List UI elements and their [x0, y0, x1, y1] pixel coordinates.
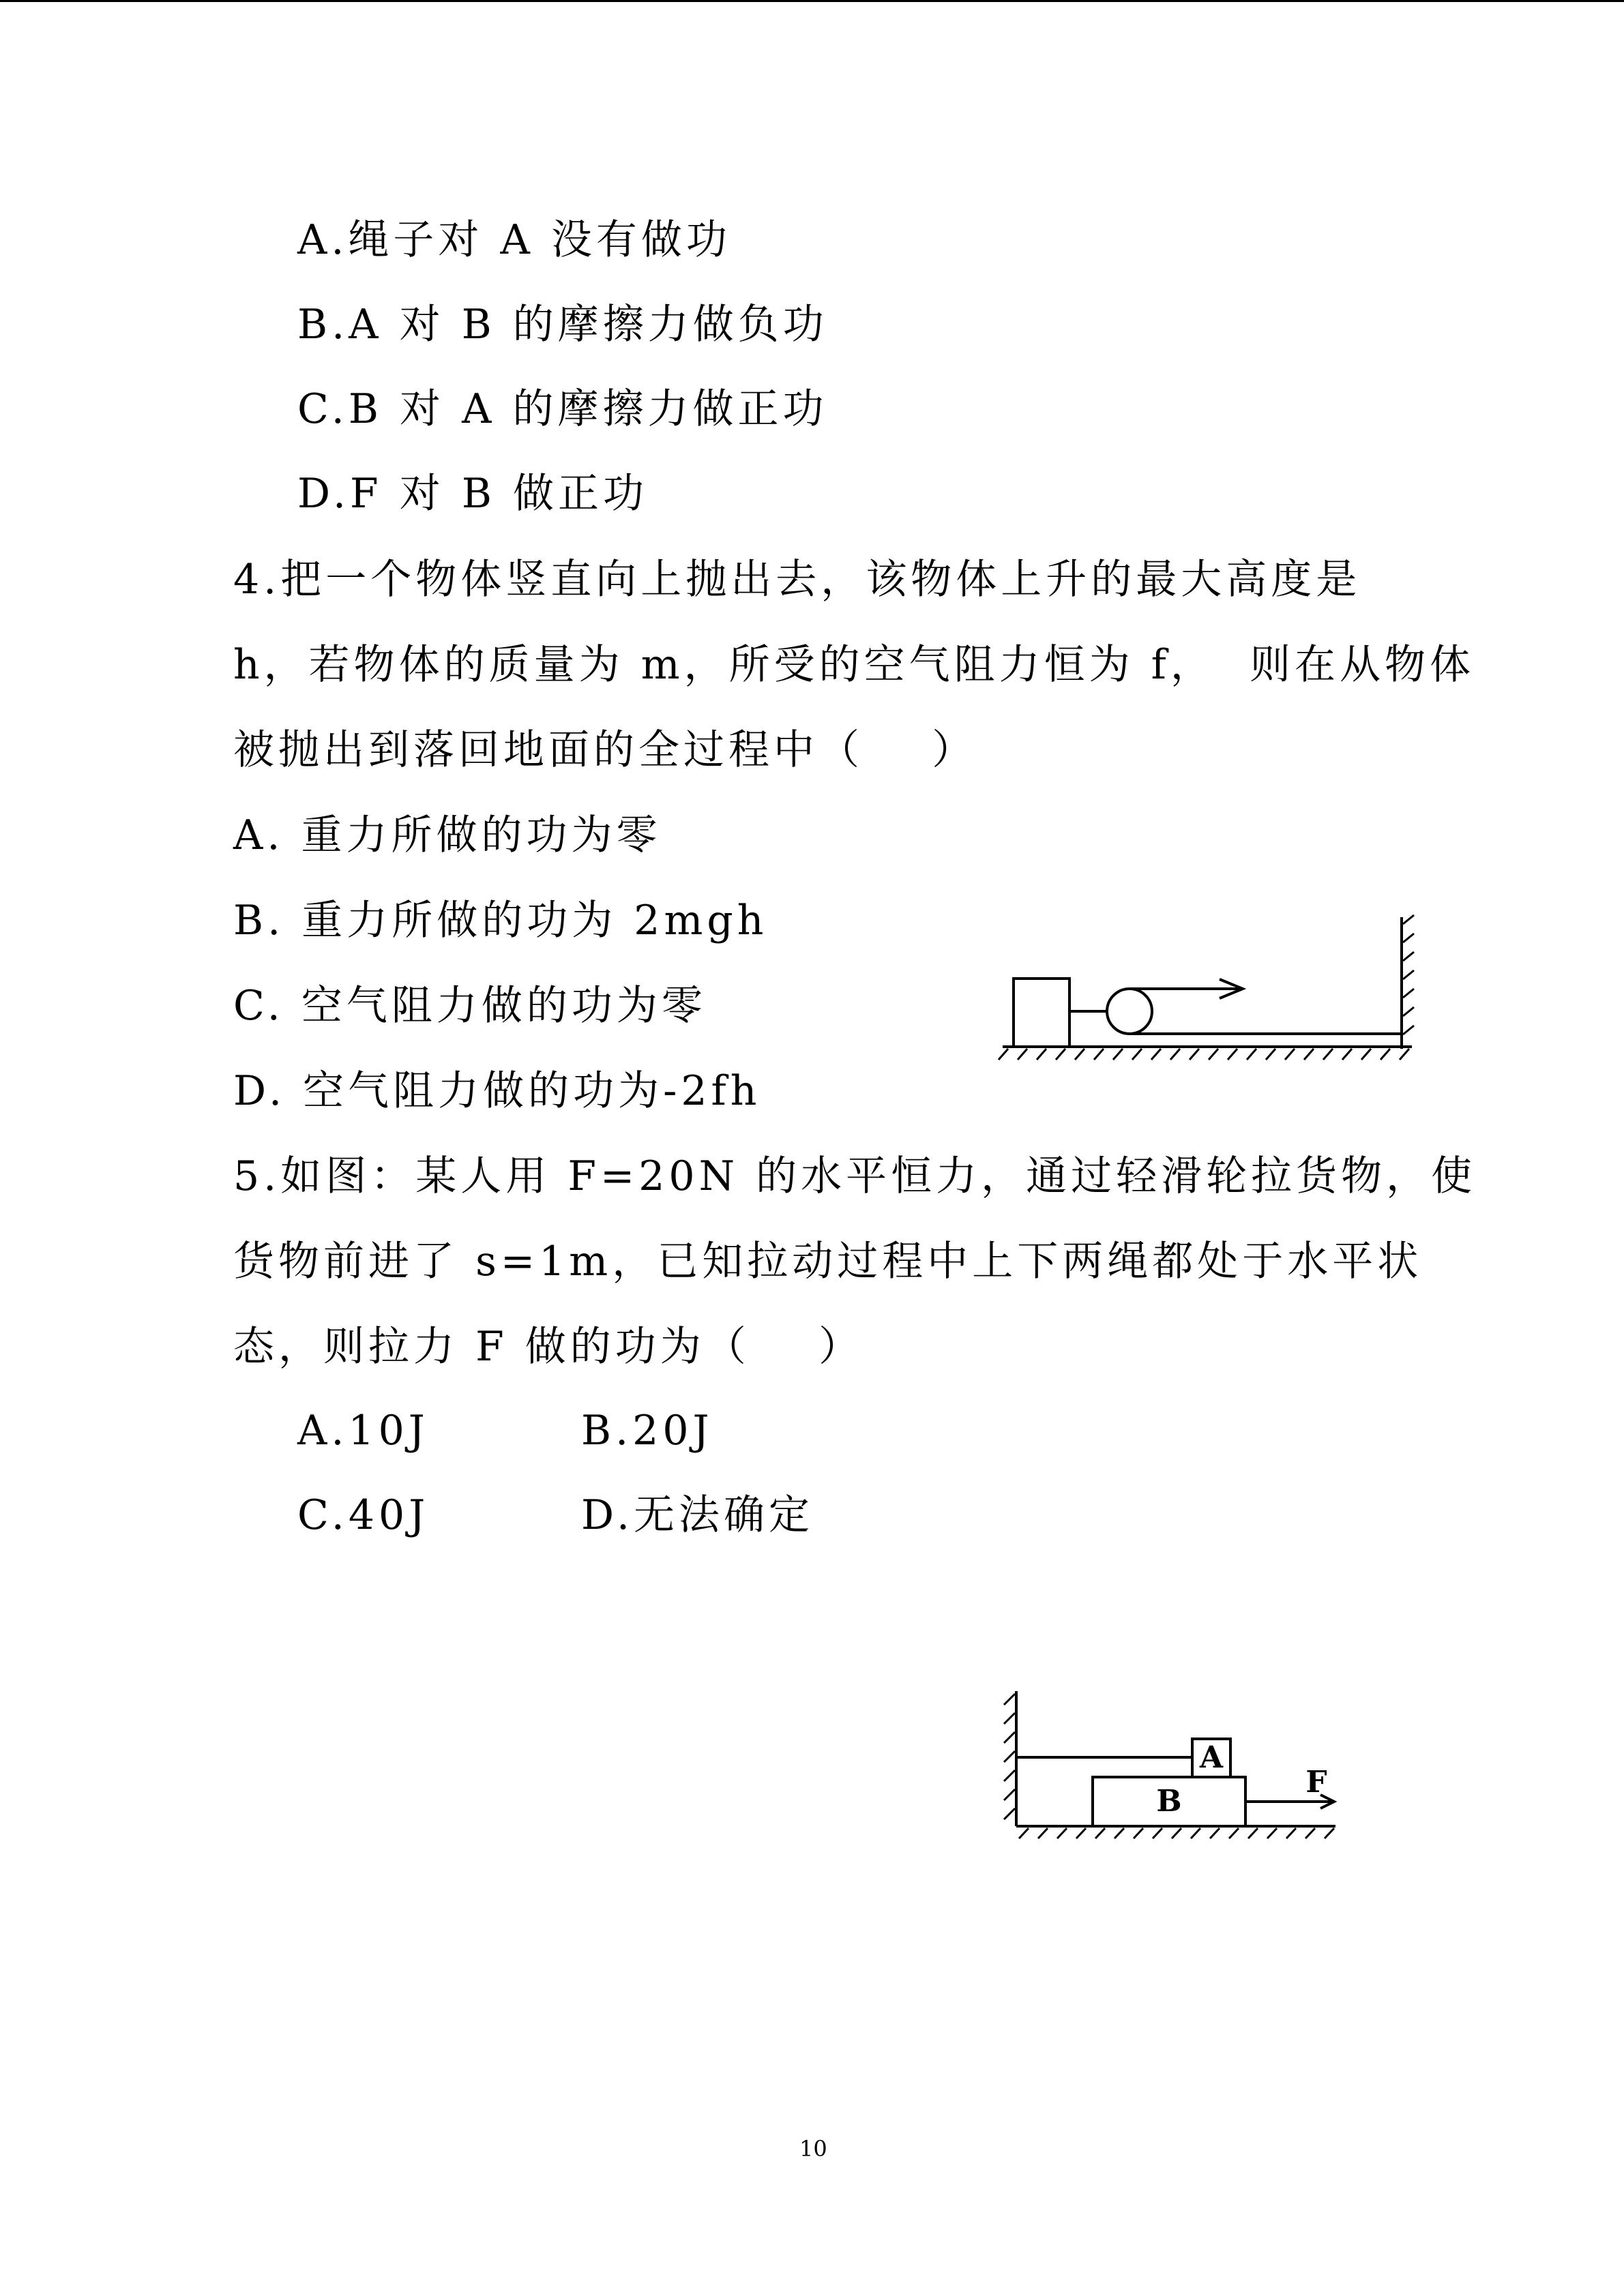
stacked-blocks-figure [996, 1684, 1350, 1848]
block-b-label: B [1156, 1784, 1182, 1819]
q4-stem-line2: h，若物体的质量为 m，所受的空气阻力恒为 f， 则在从物体 [233, 641, 1475, 689]
q4-option-a: A. 重力所做的功为零 [233, 811, 662, 859]
q5-option-d: D.无法确定 [581, 1491, 814, 1539]
q4-option-d: D. 空气阻力做的功为-2fh [233, 1067, 761, 1115]
pulley-figure [1003, 914, 1426, 1064]
q5-stem-line3: 态，则拉力 F 做的功为（ ） [233, 1323, 864, 1371]
q5-stem-line2: 货物前进了 s=1m，已知拉动过程中上下两绳都处于水平状 [233, 1238, 1423, 1285]
q5-option-c: C.40J [297, 1491, 430, 1539]
page-number: 10 [799, 2136, 827, 2162]
q5-option-b: B.20J [581, 1407, 713, 1455]
q4-option-c: C. 空气阻力做的功为零 [233, 982, 707, 1030]
q3-option-c: C.B 对 A 的摩擦力做正功 [297, 385, 828, 433]
q3-option-d: D.F 对 B 做正功 [297, 470, 648, 518]
q4-option-b: B. 重力所做的功为 2mgh [233, 897, 768, 944]
block-a-label: A [1199, 1740, 1224, 1775]
q5-option-a: A.10J [297, 1407, 429, 1455]
q5-stem-line1: 5.如图：某人用 F=20N 的水平恒力，通过轻滑轮拉货物，使 [233, 1152, 1477, 1200]
q3-option-b: B.A 对 B 的摩擦力做负功 [297, 301, 828, 348]
force-f-label: F [1305, 1765, 1327, 1800]
q3-option-a: A.绳子对 A 没有做功 [297, 216, 731, 264]
q4-stem-line3: 被抛出到落回地面的全过程中（ ） [233, 726, 977, 774]
q4-stem-line1: 4.把一个物体竖直向上抛出去，该物体上升的最大高度是 [233, 556, 1361, 603]
top-border [0, 0, 1624, 2]
